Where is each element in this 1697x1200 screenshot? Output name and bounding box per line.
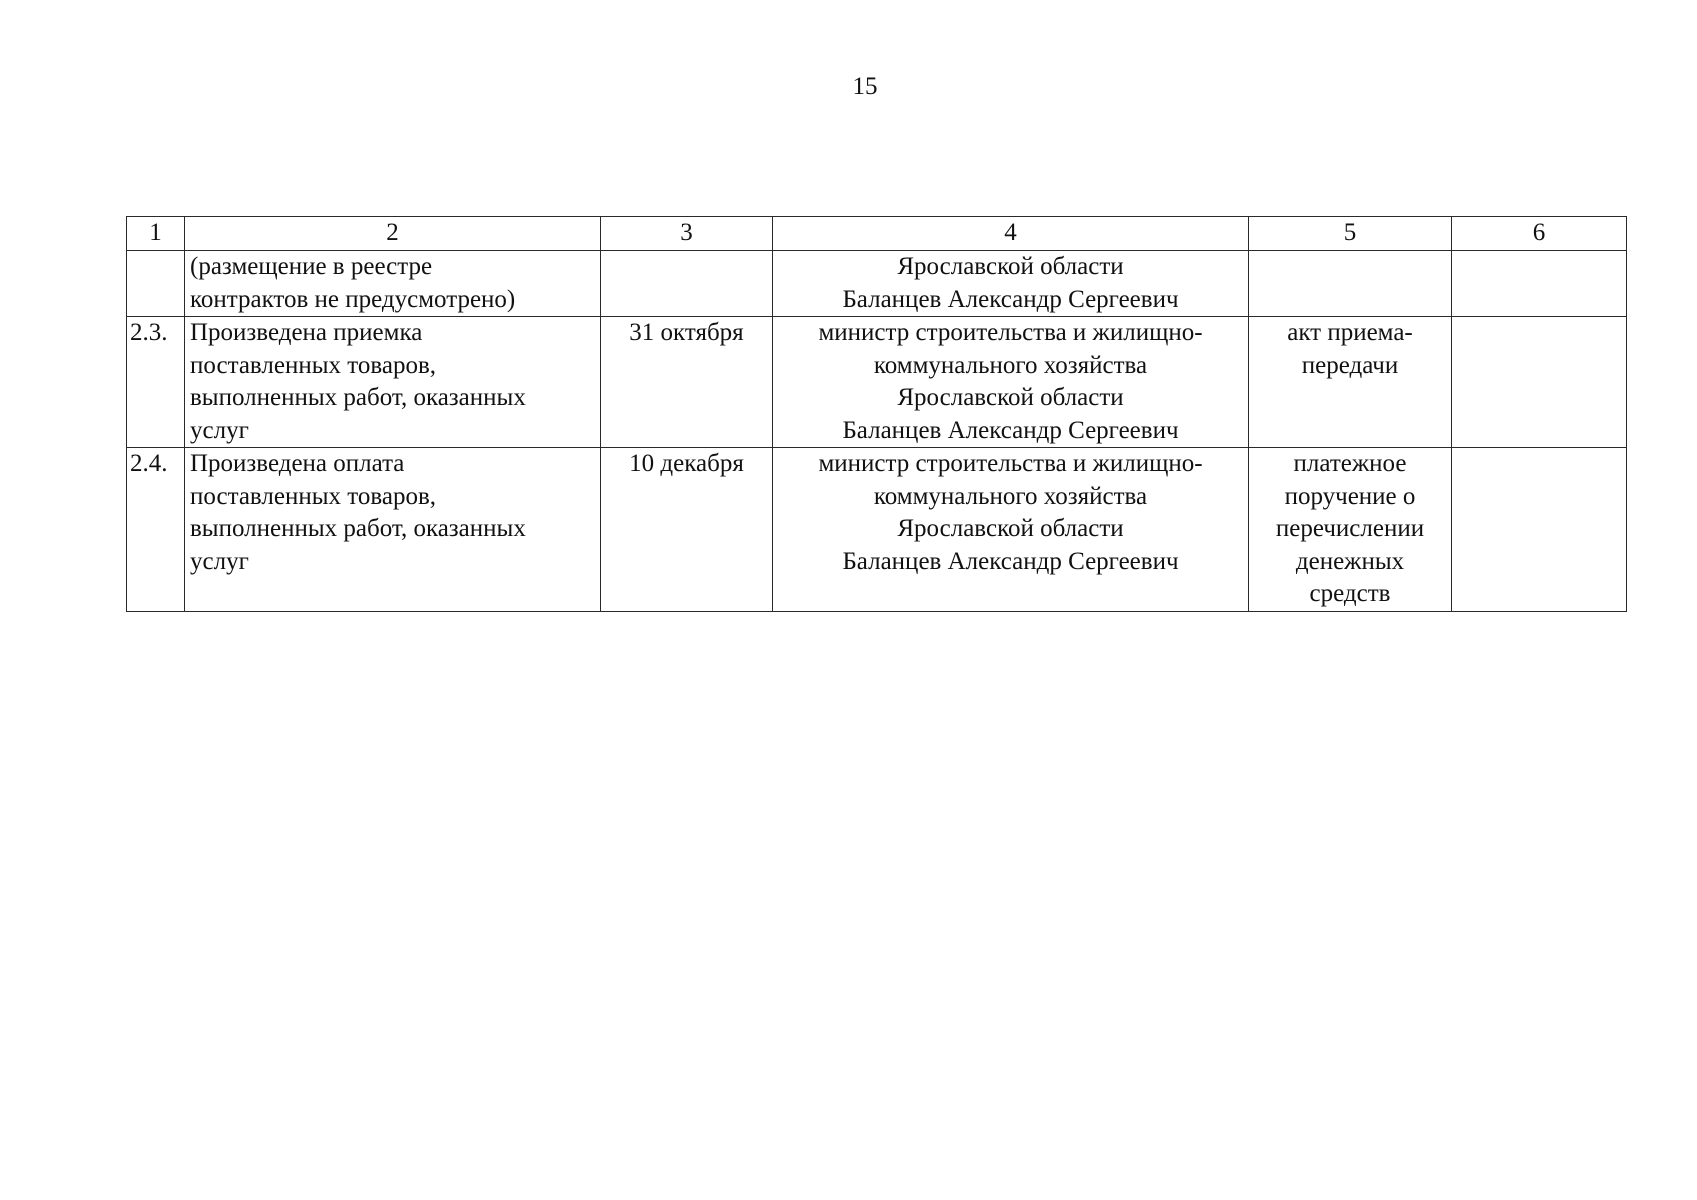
column-header: 6 <box>1452 217 1627 251</box>
responsible-person: Ярославской области Баланцев Александр Сергеевич <box>773 251 1249 317</box>
row-number <box>127 251 185 317</box>
column-header: 5 <box>1249 217 1452 251</box>
table-row <box>127 251 1627 317</box>
confirming-document: акт приема- передачи <box>1249 317 1452 448</box>
note <box>1452 317 1627 448</box>
note <box>1452 251 1627 317</box>
responsible-person: министр строительства и жилищно- коммунального хозяйства Ярославской области Баланцев Александр Сергеевич <box>773 448 1249 612</box>
column-header: 3 <box>601 217 773 251</box>
row-number: 2.3. <box>127 317 185 448</box>
confirming-document: платежное поручение о перечислении денежных средств <box>1249 448 1452 612</box>
row-number: 2.4. <box>127 448 185 612</box>
page-number: 15 <box>852 73 878 100</box>
table-row <box>127 448 1627 612</box>
column-header: 2 <box>185 217 601 251</box>
responsible-person: министр строительства и жилищно- коммунального хозяйства Ярославской области Баланцев Александр Сергеевич <box>773 317 1249 448</box>
deadline <box>601 251 773 317</box>
column-header: 4 <box>773 217 1249 251</box>
column-header: 1 <box>127 217 185 251</box>
table-row <box>127 317 1627 448</box>
deadline: 10 декабря <box>601 448 773 612</box>
confirming-document <box>1249 251 1452 317</box>
table-header-row <box>127 217 1627 251</box>
task-description: Произведена приемка поставленных товаров, выполненных работ, оказанных услуг <box>185 317 601 448</box>
deadline: 31 октября <box>601 317 773 448</box>
task-description: Произведена оплата поставленных товаров, выполненных работ, оказанных услуг <box>185 448 601 612</box>
note <box>1452 448 1627 612</box>
plan-table <box>126 216 1627 612</box>
task-description: (размещение в реестре контрактов не предусмотрено) <box>185 251 601 317</box>
